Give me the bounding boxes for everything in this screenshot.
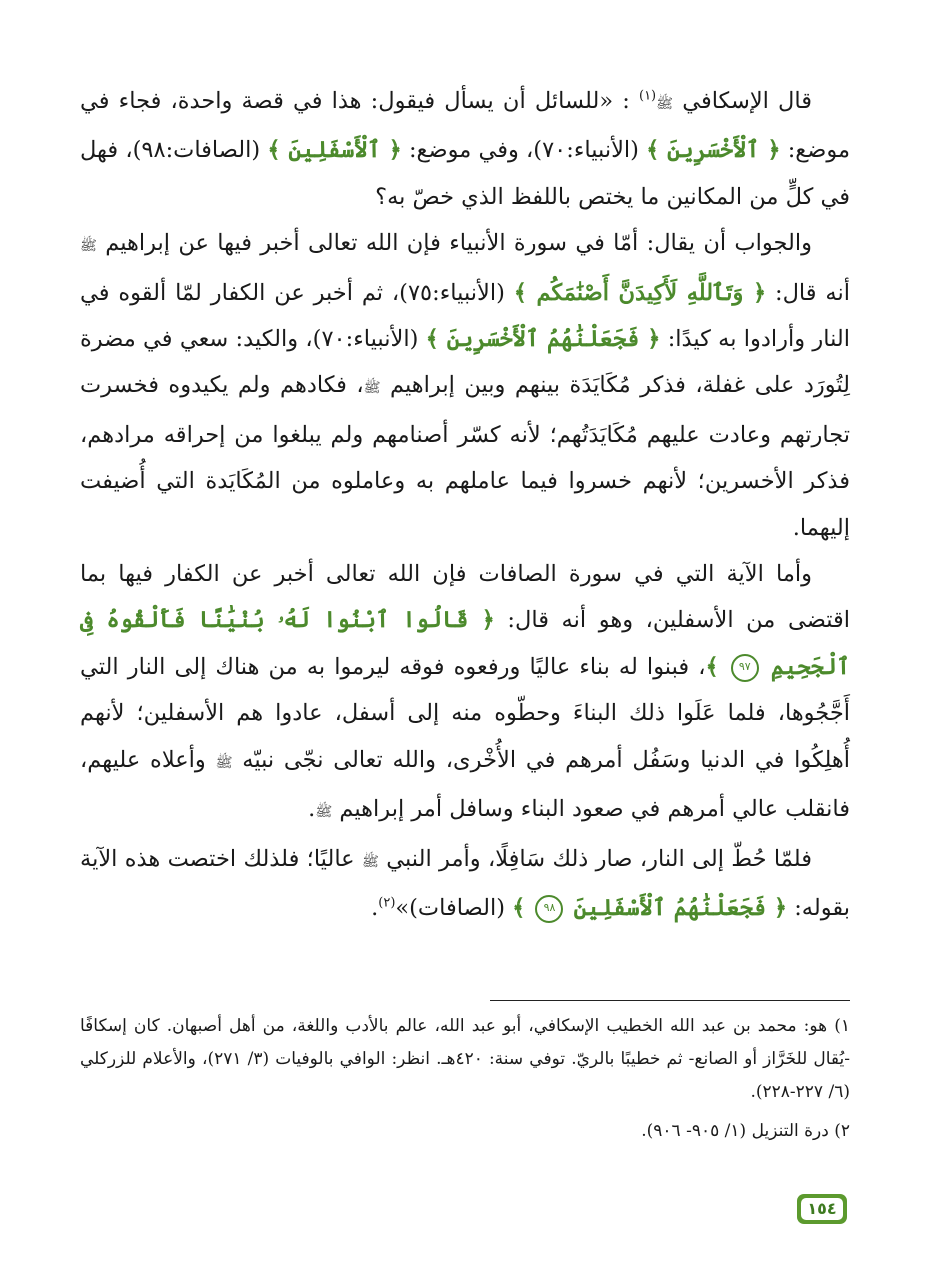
quran-bracket: ﴾ <box>705 653 719 680</box>
text: وأما الآية التي في سورة الصافات فإن الله تعالى أخبر عن الكفار فيها بما اقتضى من الأسفلين، وهو أنه قال: <box>80 561 851 634</box>
honorific: ﷺ <box>363 380 381 397</box>
text: (الأنبياء:٧٠)، وفي موضع: <box>408 137 639 164</box>
paragraph-3 <box>80 551 850 835</box>
page-number: ١٥٤ <box>801 1198 843 1220</box>
footnote-2: ٢) درة التنزيل (١/ ٩٠٥- ٩٠٦). <box>641 1121 850 1141</box>
text: وأعلاه عليهم، فانقلب عالي أمرهم في صعود البناء وسافل أمر إبراهيم <box>80 746 850 823</box>
footnote-ref-1[interactable]: (١) <box>638 88 657 104</box>
footnotes <box>80 1010 850 1154</box>
quran-quote: ﴿ فَجَعَلْنَٰهُمُ ٱلْأَسْفَلِينَ <box>573 894 788 921</box>
text: : «للسائل أن يسأل فيقول: هذا في قصة واحدة، فجاء في موضع: <box>80 88 851 164</box>
text: أنه قال: <box>775 279 850 306</box>
page-number-badge <box>797 1194 847 1224</box>
text: (الأنبياء:٧٠)، والكيد: سعي في مضرة لِتُورَد على غفلة، فذكر مُكَايَدَة بينهم وبين إبراهيم <box>80 326 850 399</box>
quran-quote: ﴿ وَتَٱللَّهِ لَأَكِيدَنَّ أَصْنَٰمَكُم ﴾ <box>513 279 767 306</box>
text: عاليًا؛ فلذلك اختصت هذه الآية بقوله: <box>80 845 850 921</box>
text: فلمّا حُطّ إلى النار، صار ذلك سَافِلًا، وأمر النبي <box>386 845 812 872</box>
quran-quote: ﴿ ٱلْأَسْفَلِينَ ﴾ <box>267 137 402 164</box>
honorific: ﷺ <box>656 96 674 112</box>
paragraph-2 <box>80 220 850 551</box>
honorific: ﷺ <box>80 238 97 255</box>
footnote-ref-2[interactable]: (٢) <box>378 895 396 911</box>
text: (الصافات:٩٨)، فهل في كلٍّ من المكانين ما يختص باللفظ الذي خصّ به؟ <box>80 137 850 210</box>
honorific: ﷺ <box>315 804 333 821</box>
text: والجواب أن يقال: أمّا في سورة الأنبياء فإن الله تعالى أخبر فيها عن إبراهيم <box>105 230 812 257</box>
quran-bracket: ﴾ <box>512 894 526 921</box>
paragraph-4 <box>80 836 850 932</box>
text: ، فبنوا له بناء عاليًا ورفعوه فوقه ليرموا به من هناك إلى النار التي أَجَّجُوها، فلما عَلَوا ذلك البناءَ وحطّوه منه إلى أسفل، عادوا هم الأسفلين؛ لأنهم أُهلِكُوا في الدنيا وسَفُل أمرهم في الأُخْرى، والله تعالى نجّى نبيّه <box>80 653 851 773</box>
ayah-number: ٩٨ <box>535 895 563 923</box>
footnote-separator <box>490 1000 850 1001</box>
ayah-number: ٩٧ <box>731 654 759 682</box>
text: ، فكادهم ولم يكيدوه فخسرت تجارتهم وعادت عليهم مُكَايَدَتُهم؛ لأنه كسّر أصنامهم ولم يبلغوا من إحراقه مرادهم، فذكر الأخسرين؛ لأنهم خسروا فيما عاملهم به وعاملوه من المُكَايَدة التي أُضيفت إليهما. <box>80 372 850 541</box>
text: . <box>308 796 316 823</box>
quran-quote: ﴿ فَجَعَلْنَٰهُمُ ٱلْأَخْسَرِينَ ﴾ <box>425 326 661 353</box>
text: (الأنبياء:٧٥)، ثم أخبر عن الكفار لمّا ألقوه في النار وأرادوا به كيدًا: <box>80 279 850 353</box>
page-body <box>80 78 850 931</box>
quran-quote: ﴿ ٱلْأَخْسَرِينَ ﴾ <box>646 137 781 164</box>
quran-quote: ﴿ قَالُوا ٱبْنُوا لَهُۥ بُنْيَٰنًا فَأَلْقُوهُ فِى ٱلْجَحِيمِ <box>80 607 851 680</box>
honorific: ﷺ <box>361 853 379 870</box>
text: قال الإسكافي <box>682 88 813 114</box>
honorific: ﷺ <box>215 754 233 771</box>
paragraph-1 <box>80 78 850 220</box>
text: . <box>371 894 379 921</box>
footnote-1: ١) هو: محمد بن عبد الله الخطيب الإسكافي، أبو عبد الله، عالم بالأدب واللغة، من أهل أصبهان. كان إسكافًا -يُقال للخَرَّاز أو الصانع- ثم خطيبًا بالريّ. توفي سنة: ٤٢٠هـ. انظر: الوافي بالوفيات (٣/ ٢٧١)، والأعلام للزركلي (٦/ ٢٢٧-٢٢٨). <box>80 1016 850 1102</box>
text: (الصافات)» <box>395 894 505 921</box>
